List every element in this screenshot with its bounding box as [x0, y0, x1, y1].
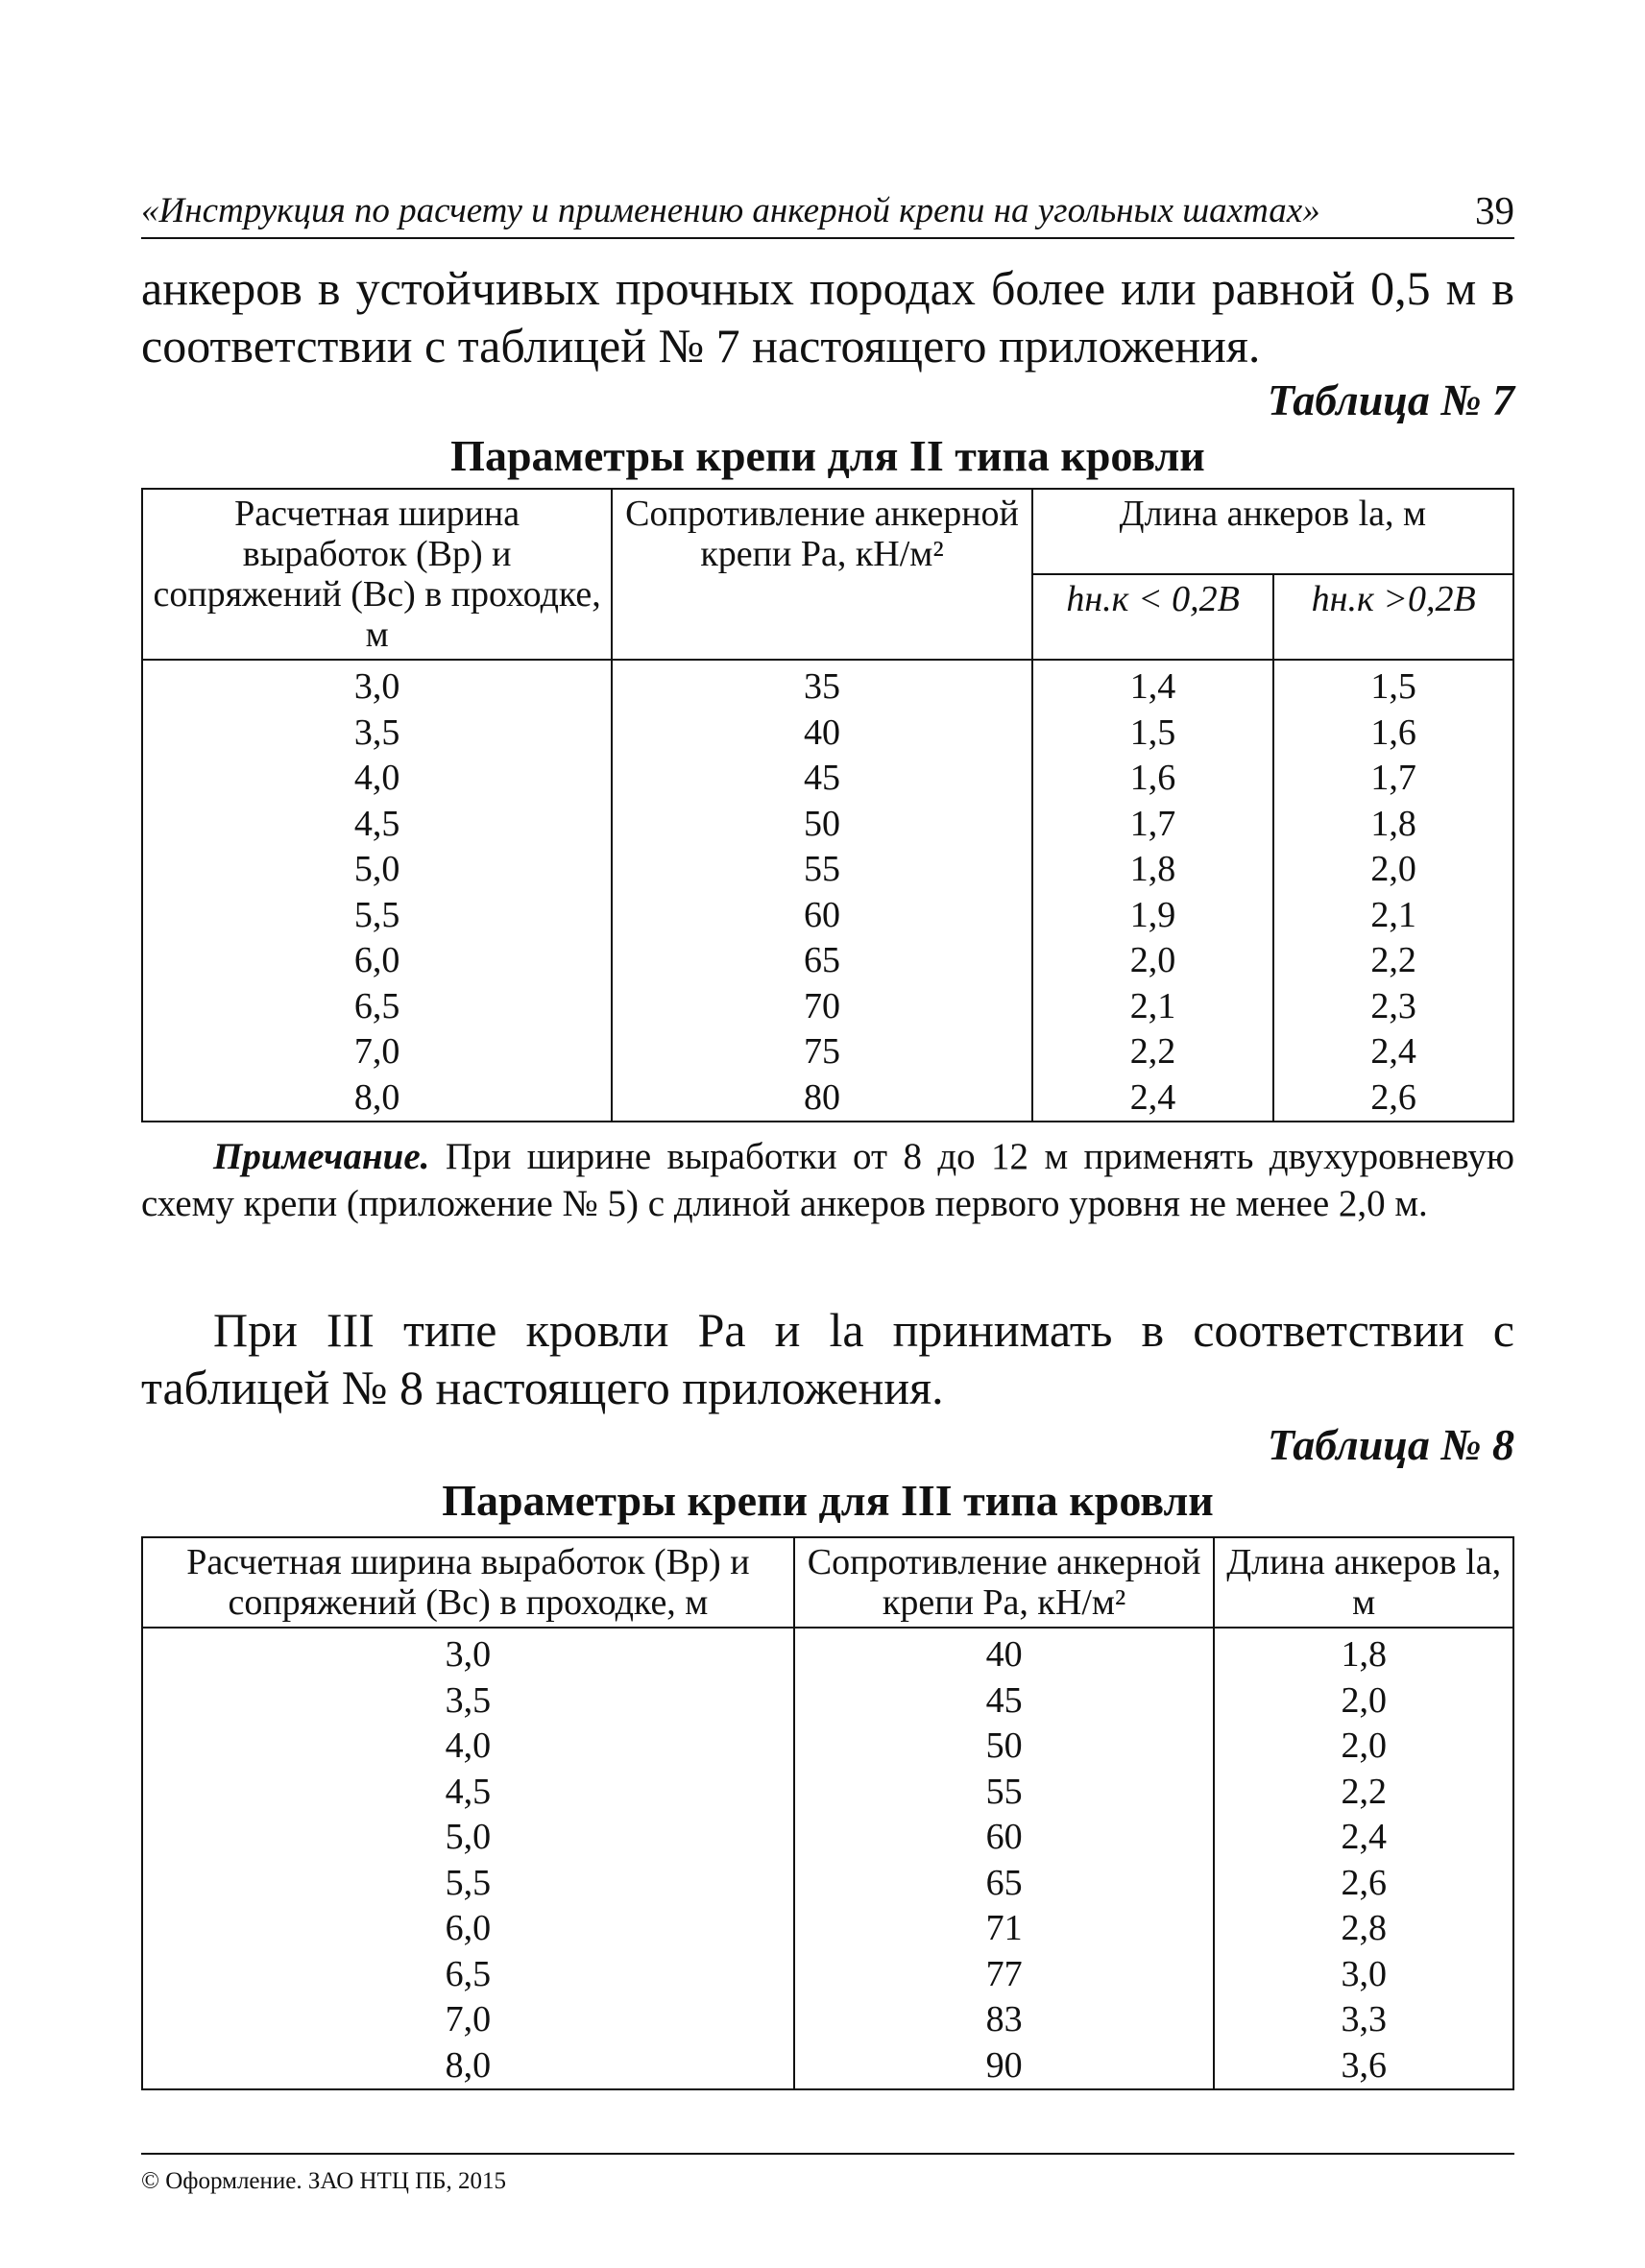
table-cell: 1,7 [1032, 802, 1274, 848]
table-row [142, 1997, 1513, 2043]
table8-col3-header: Длина анкеров lа, м [1214, 1537, 1513, 1628]
table-row [142, 1029, 1513, 1075]
table7-note [141, 1133, 1514, 1227]
table-row [142, 756, 1513, 802]
table-row [142, 711, 1513, 757]
footer-copyright: © Оформление. ЗАО НТЦ ПБ, 2015 [141, 2168, 507, 2194]
table-cell: 1,9 [1032, 893, 1274, 939]
table-row [142, 2043, 1513, 2090]
table8 [141, 1536, 1514, 2090]
table-cell: 1,6 [1032, 756, 1274, 802]
table-cell: 5,5 [142, 1861, 794, 1907]
table7-title: Параметры крепи для II типа кровли [450, 431, 1205, 480]
table-cell: 60 [794, 1815, 1215, 1861]
table-cell: 35 [612, 660, 1032, 711]
table-row [142, 1815, 1513, 1861]
table-cell: 5,0 [142, 847, 612, 893]
table-row [142, 1952, 1513, 1998]
table-cell: 4,0 [142, 1724, 794, 1770]
table-cell: 2,0 [1214, 1724, 1513, 1770]
table-cell: 50 [794, 1724, 1215, 1770]
table-cell: 2,1 [1273, 893, 1513, 939]
paragraph-intro: анкеров в устойчивых прочных породах более или равной 0,5 м в соответствии с таблицей № 7 настоящего приложения. [141, 261, 1514, 373]
table-cell: 2,0 [1273, 847, 1513, 893]
table7-col3-header: Длина анкеров lа, м [1032, 489, 1513, 574]
table-cell: 45 [794, 1678, 1215, 1725]
table-cell: 60 [612, 893, 1032, 939]
table-cell: 6,5 [142, 984, 612, 1030]
table-cell: 1,7 [1273, 756, 1513, 802]
table-cell: 65 [612, 938, 1032, 984]
table-cell: 45 [612, 756, 1032, 802]
table-cell: 1,8 [1214, 1628, 1513, 1678]
table-cell: 1,8 [1273, 802, 1513, 848]
table7-col2-header: Сопротивление анкерной крепи Pа, кН/м² [612, 489, 1032, 660]
table-row [142, 802, 1513, 848]
table-cell: 3,6 [1214, 2043, 1513, 2090]
table-cell: 1,5 [1273, 660, 1513, 711]
table-row [142, 1861, 1513, 1907]
table-cell: 55 [612, 847, 1032, 893]
table7 [141, 488, 1514, 1122]
table-cell: 83 [794, 1997, 1215, 2043]
table-cell: 3,0 [142, 660, 612, 711]
table-cell: 2,2 [1273, 938, 1513, 984]
table-cell: 71 [794, 1906, 1215, 1952]
note-text: При ширине выработки от 8 до 12 м применять двухуровневую схему крепи (приложение № 5) с длиной анкеров первого уровня не менее 2,0 м. [141, 1136, 1514, 1224]
table7-col1-header: Расчетная ширина выработок (Bр) и сопряжений (Bс) в проходке, м [142, 489, 612, 660]
table8-caption: Таблица № 8 [1267, 1420, 1514, 1469]
table-cell: 4,5 [142, 1770, 794, 1816]
table-cell: 6,5 [142, 1952, 794, 1998]
table-cell: 77 [794, 1952, 1215, 1998]
table-row [142, 1628, 1513, 1678]
table-cell: 2,3 [1273, 984, 1513, 1030]
table-cell: 7,0 [142, 1997, 794, 2043]
page-header [141, 187, 1514, 239]
table-cell: 80 [612, 1075, 1032, 1122]
table-row [142, 984, 1513, 1030]
table-row [142, 1724, 1513, 1770]
table8-title: Параметры крепи для III типа кровли [442, 1476, 1214, 1525]
table-row [142, 660, 1513, 711]
table-cell: 40 [794, 1628, 1215, 1678]
table-cell: 2,4 [1214, 1815, 1513, 1861]
table7-sub1-header: hн.к < 0,2B [1032, 574, 1274, 660]
table8-col2-header: Сопротивление анкерной крепи Pа, кН/м² [794, 1537, 1215, 1628]
table-row [142, 1770, 1513, 1816]
table-cell: 65 [794, 1861, 1215, 1907]
table8-col1-header: Расчетная ширина выработок (Bр) и сопряжений (Bс) в проходке, м [142, 1537, 794, 1628]
table-cell: 50 [612, 802, 1032, 848]
table-row [142, 893, 1513, 939]
table-cell: 3,5 [142, 1678, 794, 1725]
table7-sub2-header: hн.к >0,2B [1273, 574, 1513, 660]
table-cell: 2,1 [1032, 984, 1274, 1030]
table-cell: 8,0 [142, 1075, 612, 1122]
table-cell: 75 [612, 1029, 1032, 1075]
table-cell: 2,0 [1214, 1678, 1513, 1725]
page-number: 39 [1475, 188, 1514, 232]
table-cell: 5,5 [142, 893, 612, 939]
table-cell: 3,5 [142, 711, 612, 757]
footer-divider [141, 2153, 1514, 2155]
paragraph-roof-type-3: При III типе кровли Pа и lа принимать в соответствии с таблицей № 8 настоящего приложения. [141, 1303, 1514, 1414]
table-cell: 2,4 [1273, 1029, 1513, 1075]
table-cell: 90 [794, 2043, 1215, 2090]
table-cell: 5,0 [142, 1815, 794, 1861]
table-cell: 70 [612, 984, 1032, 1030]
table-cell: 2,4 [1032, 1075, 1274, 1122]
table-cell: 7,0 [142, 1029, 612, 1075]
table-cell: 4,5 [142, 802, 612, 848]
table-cell: 1,8 [1032, 847, 1274, 893]
table-cell: 8,0 [142, 2043, 794, 2090]
table-cell: 2,0 [1032, 938, 1274, 984]
table-cell: 2,2 [1214, 1770, 1513, 1816]
table-cell: 1,6 [1273, 711, 1513, 757]
note-label: Примечание. [213, 1136, 430, 1177]
running-header-title: «Инструкция по расчету и применению анкерной крепи на угольных шахтах» [141, 191, 1320, 230]
table-cell: 2,2 [1032, 1029, 1274, 1075]
table-row [142, 1906, 1513, 1952]
table-cell: 55 [794, 1770, 1215, 1816]
table-cell: 3,0 [142, 1628, 794, 1678]
table-cell: 3,3 [1214, 1997, 1513, 2043]
table-row [142, 938, 1513, 984]
table-cell: 40 [612, 711, 1032, 757]
table7-caption: Таблица № 7 [1267, 375, 1514, 424]
table-cell: 2,6 [1214, 1861, 1513, 1907]
table-cell: 6,0 [142, 1906, 794, 1952]
table-cell: 4,0 [142, 756, 612, 802]
table-row [142, 1075, 1513, 1122]
table-row [142, 1678, 1513, 1725]
table-cell: 1,4 [1032, 660, 1274, 711]
table-cell: 2,6 [1273, 1075, 1513, 1122]
table-row [142, 847, 1513, 893]
table-cell: 3,0 [1214, 1952, 1513, 1998]
table-cell: 6,0 [142, 938, 612, 984]
table-cell: 2,8 [1214, 1906, 1513, 1952]
table-cell: 1,5 [1032, 711, 1274, 757]
